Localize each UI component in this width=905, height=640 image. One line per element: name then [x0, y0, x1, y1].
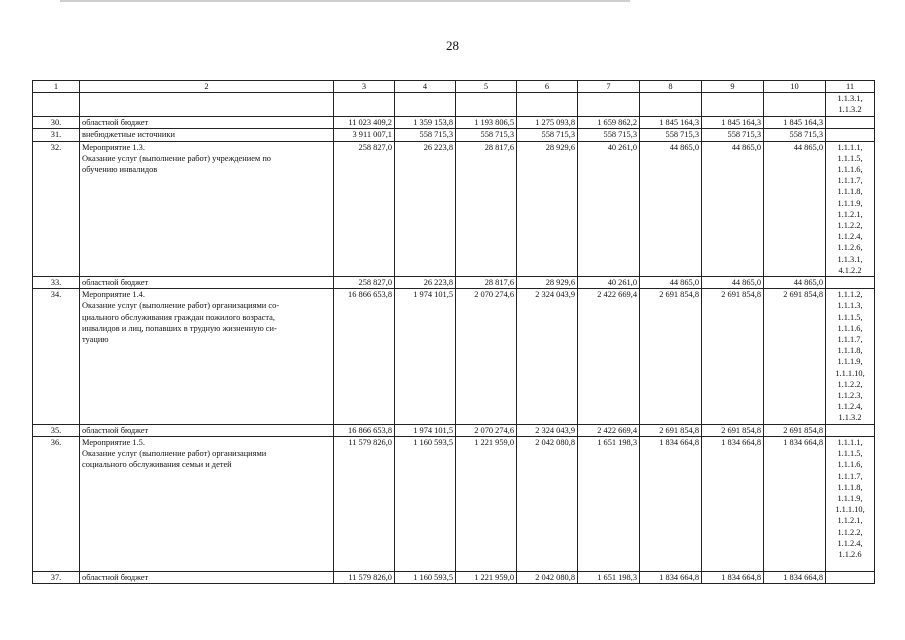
description-line: Оказание услуг (выполнение работ) организациями: [82, 449, 267, 459]
description-cell: внебюджетные источники: [80, 129, 334, 141]
table-row: [33, 93, 875, 117]
table-body: [33, 93, 875, 584]
indicator-code: 1.1.2.4,: [837, 538, 863, 548]
indicator-codes-cell: [826, 93, 875, 117]
description-line: социального обслуживания семьи и детей: [82, 460, 232, 470]
description-cell: [80, 93, 334, 117]
row-number-cell: 37.: [33, 571, 80, 583]
indicator-code: 1.1.3.2: [838, 413, 862, 423]
indicator-codes-cell: [826, 117, 875, 129]
value-cell: 2 042 080,8: [517, 571, 578, 583]
indicator-code: 1.1.1.6,: [837, 323, 863, 333]
value-cell: 3 911 007,1: [334, 129, 395, 141]
indicator-code: 4.1.2.2: [838, 265, 862, 275]
row-number-cell: 30.: [33, 117, 80, 129]
value-cell: 1 834 664,8: [764, 571, 826, 583]
indicator-code: 1.1.3.1,: [837, 94, 863, 104]
table-row: [33, 129, 875, 141]
value-cell: 1 275 093,8: [517, 117, 578, 129]
value-cell: [702, 93, 764, 117]
value-cell: [640, 93, 702, 117]
value-cell: 11 579 826,0: [334, 571, 395, 583]
value-cell: 1 834 664,8: [764, 436, 826, 571]
indicator-code: 1.1.1.1,: [837, 437, 863, 447]
description-cell: областной бюджет: [80, 571, 334, 583]
value-cell: 26 223,8: [395, 141, 456, 276]
value-cell: 44 865,0: [640, 141, 702, 276]
row-number-cell: [33, 93, 80, 117]
value-cell: 1 834 664,8: [702, 571, 764, 583]
scan-edge-line: [60, 0, 630, 2]
value-cell: 44 865,0: [702, 141, 764, 276]
value-cell: 2 691 854,8: [640, 289, 702, 424]
description-line: Мероприятие 1.4.: [82, 290, 145, 300]
value-cell: 2 324 043,9: [517, 289, 578, 424]
value-cell: [456, 93, 517, 117]
indicator-code: 1.1.1.7,: [837, 471, 863, 481]
indicator-code: 1.1.1.8,: [837, 346, 863, 356]
value-cell: 40 261,0: [578, 277, 640, 289]
value-cell: [517, 93, 578, 117]
row-number-cell: 35.: [33, 424, 80, 436]
table-row: [33, 277, 875, 289]
indicator-codes-cell: [826, 289, 875, 424]
description-line: туацию: [82, 335, 109, 345]
indicator-code: 1.1.2.2,: [837, 221, 863, 231]
description-cell: [80, 141, 334, 276]
col-header: 2: [80, 81, 334, 93]
value-cell: 558 715,3: [764, 129, 826, 141]
indicator-code: 1.1.1.7,: [837, 176, 863, 186]
value-cell: 1 834 664,8: [640, 436, 702, 571]
value-cell: 1 221 959,0: [456, 571, 517, 583]
value-cell: 2 691 854,8: [702, 289, 764, 424]
value-cell: 1 160 593,5: [395, 436, 456, 571]
col-header: 3: [334, 81, 395, 93]
description-cell: областной бюджет: [80, 424, 334, 436]
value-cell: 1 834 664,8: [702, 436, 764, 571]
indicator-code: 1.1.2.6: [838, 549, 862, 559]
col-header: 11: [826, 81, 875, 93]
col-header: 5: [456, 81, 517, 93]
indicator-codes-cell: [826, 571, 875, 583]
value-cell: 558 715,3: [702, 129, 764, 141]
value-cell: 44 865,0: [702, 277, 764, 289]
indicator-code: 1.1.2.2,: [837, 379, 863, 389]
description-line: Мероприятие 1.5.: [82, 437, 145, 447]
value-cell: 258 827,0: [334, 277, 395, 289]
value-cell: 28 929,6: [517, 277, 578, 289]
value-cell: 1 651 198,3: [578, 436, 640, 571]
value-cell: 2 691 854,8: [764, 289, 826, 424]
value-cell: 1 974 101,5: [395, 424, 456, 436]
indicator-codes-cell: [826, 436, 875, 571]
col-header: 4: [395, 81, 456, 93]
value-cell: 258 827,0: [334, 141, 395, 276]
value-cell: 558 715,3: [578, 129, 640, 141]
value-cell: 2 691 854,8: [640, 424, 702, 436]
table-row: [33, 436, 875, 571]
value-cell: 1 659 862,2: [578, 117, 640, 129]
indicator-code: 1.1.1.5,: [837, 312, 863, 322]
table-row: [33, 117, 875, 129]
column-number-header: [33, 81, 875, 93]
value-cell: 2 691 854,8: [702, 424, 764, 436]
row-number-cell: 31.: [33, 129, 80, 141]
value-cell: 26 223,8: [395, 277, 456, 289]
value-cell: 1 221 959,0: [456, 436, 517, 571]
table-row: [33, 141, 875, 276]
value-cell: 11 023 409,2: [334, 117, 395, 129]
row-number-cell: 32.: [33, 141, 80, 276]
col-header: 6: [517, 81, 578, 93]
value-cell: 1 845 164,3: [702, 117, 764, 129]
indicator-code: 1.1.1.10,: [835, 368, 865, 378]
value-cell: 2 070 274,6: [456, 289, 517, 424]
table-row: [33, 289, 875, 424]
value-cell: [334, 93, 395, 117]
value-cell: 16 866 653,8: [334, 424, 395, 436]
indicator-code: 1.1.1.10,: [835, 505, 865, 515]
value-cell: 1 845 164,3: [764, 117, 826, 129]
value-cell: 1 845 164,3: [640, 117, 702, 129]
indicator-code: 1.1.1.5,: [837, 153, 863, 163]
indicator-code: 1.1.1.6,: [837, 460, 863, 470]
indicator-code: 1.1.2.4,: [837, 402, 863, 412]
indicator-code: 1.1.1.8,: [837, 482, 863, 492]
indicator-code: 1.1.1.8,: [837, 187, 863, 197]
col-header: 10: [764, 81, 826, 93]
value-cell: 1 359 153,8: [395, 117, 456, 129]
value-cell: 40 261,0: [578, 141, 640, 276]
col-header: 9: [702, 81, 764, 93]
value-cell: 44 865,0: [640, 277, 702, 289]
value-cell: 558 715,3: [395, 129, 456, 141]
value-cell: 2 691 854,8: [764, 424, 826, 436]
description-line: циального обслуживания граждан пожилого возраста,: [82, 312, 275, 322]
value-cell: 2 422 669,4: [578, 424, 640, 436]
value-cell: 2 070 274,6: [456, 424, 517, 436]
indicator-code: 1.1.1.1,: [837, 142, 863, 152]
indicator-codes-cell: [826, 424, 875, 436]
value-cell: 44 865,0: [764, 141, 826, 276]
value-cell: 558 715,3: [517, 129, 578, 141]
value-cell: 2 324 043,9: [517, 424, 578, 436]
value-cell: 1 160 593,5: [395, 571, 456, 583]
indicator-code: 1.1.2.1,: [837, 516, 863, 526]
table-row: [33, 571, 875, 583]
description-line: Оказание услуг (выполнение работ) организациями со-: [82, 301, 280, 311]
table-row: [33, 424, 875, 436]
value-cell: 28 817,6: [456, 277, 517, 289]
indicator-code: 1.1.1.7,: [837, 335, 863, 345]
indicator-code: 1.1.2.3,: [837, 391, 863, 401]
indicator-codes-cell: [826, 129, 875, 141]
value-cell: 1 651 198,3: [578, 571, 640, 583]
description-cell: областной бюджет: [80, 117, 334, 129]
indicator-code: 1.1.2.1,: [837, 209, 863, 219]
value-cell: 1 974 101,5: [395, 289, 456, 424]
indicator-codes-cell: [826, 141, 875, 276]
indicator-codes-cell: [826, 277, 875, 289]
value-cell: 11 579 826,0: [334, 436, 395, 571]
description-cell: областной бюджет: [80, 277, 334, 289]
indicator-code: 1.1.1.3,: [837, 301, 863, 311]
indicator-code: 1.1.1.9,: [837, 493, 863, 503]
value-cell: 1 834 664,8: [640, 571, 702, 583]
description-line: инвалидов и лиц, попавших в трудную жизненную си-: [82, 323, 277, 333]
value-cell: 28 929,6: [517, 141, 578, 276]
value-cell: [764, 93, 826, 117]
indicator-code: 1.1.3.2: [838, 105, 862, 115]
indicator-code: 1.1.2.6,: [837, 243, 863, 253]
value-cell: 2 042 080,8: [517, 436, 578, 571]
col-header: 1: [33, 81, 80, 93]
row-number-cell: 33.: [33, 277, 80, 289]
description-cell: [80, 289, 334, 424]
value-cell: 558 715,3: [456, 129, 517, 141]
indicator-code: 1.1.2.4,: [837, 232, 863, 242]
description-cell: [80, 436, 334, 571]
indicator-code: 1.1.1.6,: [837, 165, 863, 175]
description-line: Мероприятие 1.3.: [82, 142, 145, 152]
row-number-cell: 34.: [33, 289, 80, 424]
value-cell: 28 817,6: [456, 141, 517, 276]
row-number-cell: 36.: [33, 436, 80, 571]
value-cell: [395, 93, 456, 117]
value-cell: 558 715,3: [640, 129, 702, 141]
page-number: 28: [446, 38, 459, 53]
budget-table: [32, 80, 875, 584]
description-line: Оказание услуг (выполнение работ) учреждением по: [82, 153, 271, 163]
col-header: 7: [578, 81, 640, 93]
indicator-code: 1.1.2.2,: [837, 527, 863, 537]
indicator-code: 1.1.1.9,: [837, 198, 863, 208]
indicator-code: 1.1.3.1,: [837, 254, 863, 264]
indicator-code: 1.1.1.5,: [837, 449, 863, 459]
value-cell: 2 422 669,4: [578, 289, 640, 424]
description-line: обучению инвалидов: [82, 165, 158, 175]
indicator-code: 1.1.1.2,: [837, 290, 863, 300]
value-cell: 1 193 806,5: [456, 117, 517, 129]
col-header: 8: [640, 81, 702, 93]
value-cell: 44 865,0: [764, 277, 826, 289]
value-cell: [578, 93, 640, 117]
indicator-code: 1.1.1.9,: [837, 357, 863, 367]
value-cell: 16 866 653,8: [334, 289, 395, 424]
